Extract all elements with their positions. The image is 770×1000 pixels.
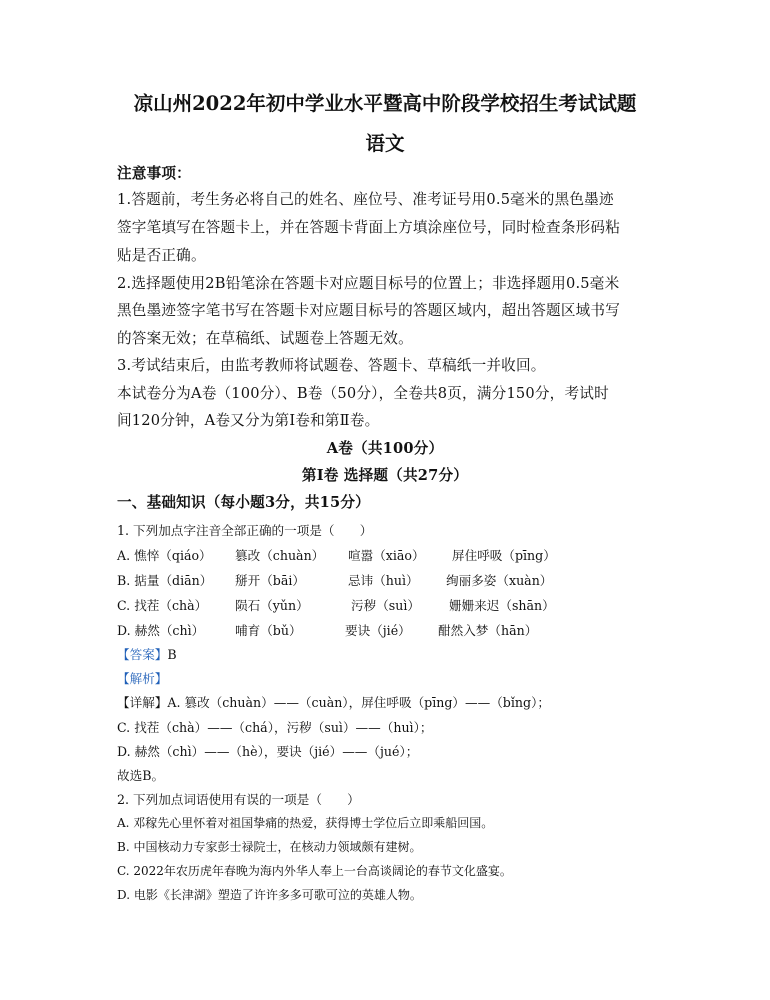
detail-text: A. 篡改（chuàn）——（cuàn），屏住呼吸（pīng）——（bǐng）； (167, 695, 550, 710)
part-1-heading: 第Ⅰ卷 选择题（共27分） (301, 467, 469, 484)
question-1-stem: 1. 下列加点字注音全部正确的一项是（ ） (117, 523, 373, 538)
q1-option-d-word: 哺育（bǔ） (235, 623, 302, 638)
q1-answer-line (117, 644, 177, 663)
answer-value: B (167, 647, 177, 662)
q1-option-b: B. 掂量（diān） (117, 573, 213, 588)
detail-tag: 【详解】 (117, 695, 168, 710)
notes-line: 黑色墨迹签字笔书写在答题卡对应题目标号的答题区域内，超出答题区域书写 (117, 302, 620, 319)
exam-title: 凉山州2022年初中学业水平暨高中阶段学校招生考试试题 (133, 92, 637, 115)
notes-line: 2.选择题使用2B铅笔涂在答题卡对应题目标号的位置上；非选择题用0.5毫米 (117, 275, 620, 292)
notes-line: 间120分钟，A卷又分为第Ⅰ卷和第Ⅱ卷。 (117, 412, 380, 429)
exam-subject: 语文 (365, 132, 405, 155)
notes-line: 1.答题前，考生务必将自己的姓名、座位号、准考证号用0.5毫米的黑色墨迹 (117, 191, 614, 208)
notes-line: 的答案无效；在草稿纸、试题卷上答题无效。 (117, 330, 413, 347)
notes-line: 签字笔填写在答题卡上，并在答题卡背面上方填涂座位号，同时检查条形码粘 (117, 219, 620, 236)
q1-option-b-word: 绚丽多姿（xuàn） (446, 573, 553, 588)
q1-option-d: D. 赫然（chì） (117, 623, 205, 638)
q1-option-d-word: 要诀（jié） (345, 623, 411, 638)
notes-heading: 注意事项： (117, 165, 191, 182)
q1-option-a: A. 憔悴（qiáo） (117, 548, 212, 563)
answer-tag: 【答案】 (117, 647, 168, 662)
q1-detail-line (117, 692, 550, 711)
q2-option-c: C. 2022年农历虎年春晚为海内外华人奉上一台高谈阔论的春节文化盛宴。 (117, 864, 512, 878)
notes-line: 3.考试结束后，由监考教师将试题卷、答题卡、草稿纸一并收回。 (117, 357, 546, 374)
section-a-heading: A卷（共100分） (326, 440, 444, 457)
q2-option-d: D. 电影《长津湖》塑造了许许多多可歌可泣的英雄人物。 (117, 888, 422, 902)
q1-option-b-word: 掰开（bāi） (235, 573, 305, 588)
section-heading: 一、基础知识（每小题3分，共15分） (117, 494, 370, 511)
q1-option-a-word: 喧嚣（xiāo） (348, 548, 425, 563)
q1-option-c-word: 姗姗来迟（shān） (449, 598, 555, 613)
notes-line: 本试卷分为A卷（100分）、B卷（50分），全卷共8页，满分150分，考试时 (117, 385, 609, 402)
q1-option-c-word: 污秽（suì） (351, 598, 420, 613)
q1-option-d-word: 酣然入梦（hān） (438, 623, 538, 638)
q1-option-a-word: 篡改（chuàn） (235, 548, 325, 563)
analysis-tag: 【解析】 (117, 671, 168, 686)
q2-option-b: B. 中国核动力专家彭士禄院士，在核动力领域颇有建树。 (117, 840, 422, 854)
q1-conclusion: 故选B。 (117, 768, 165, 783)
question-2-stem: 2. 下列加点词语使用有误的一项是（ ） (117, 792, 360, 807)
q1-option-b-word: 忌讳（huì） (348, 573, 419, 588)
q1-option-c-word: 陨石（yǔn） (235, 598, 309, 613)
q1-detail-line: C. 找茬（chà）——（chá），污秽（suì）——（huì）； (117, 720, 433, 735)
q2-option-a: A. 邓稼先心里怀着对祖国挚痛的热爱，获得博士学位后立即乘船回国。 (117, 816, 494, 830)
q1-detail-line: D. 赫然（chì）——（hè），要诀（jié）——（jué）； (117, 744, 419, 759)
notes-line: 贴是否正确。 (117, 247, 206, 264)
q1-option-a-word: 屏住呼吸（pīng） (452, 548, 556, 563)
q1-option-c: C. 找茬（chà） (117, 598, 208, 613)
